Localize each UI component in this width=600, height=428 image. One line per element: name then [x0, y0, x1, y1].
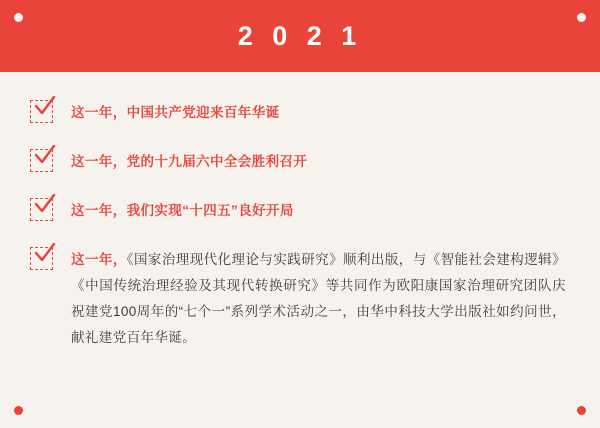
- list-item: [30, 198, 566, 224]
- checkbox-icon: [30, 100, 53, 123]
- list-item: [30, 149, 566, 175]
- check-icon: [34, 96, 56, 118]
- dot-icon-top-right: [577, 13, 586, 22]
- year-banner: [0, 0, 600, 72]
- list-item-lead: 这一年，: [71, 252, 127, 267]
- list-item-label: 这一年，党的十九届六中全会胜利召开: [71, 154, 308, 169]
- checkbox-icon: [30, 149, 53, 172]
- list-item: [30, 100, 566, 126]
- check-icon: [34, 194, 56, 216]
- list-item-label: 这一年，中国共产党迎来百年华诞: [71, 105, 280, 120]
- list-item: [30, 247, 566, 351]
- checkbox-icon: [30, 198, 53, 221]
- check-icon: [34, 243, 56, 265]
- content-area: [0, 72, 600, 428]
- page-title: 2 0 2 1: [237, 20, 363, 51]
- checkbox-icon: [30, 247, 53, 270]
- dot-icon-bottom-left: [14, 406, 23, 415]
- list-item-label: 这一年，我们实现“十四五”良好开局: [71, 203, 294, 218]
- dot-icon-top-left: [14, 13, 23, 22]
- check-icon: [34, 145, 56, 167]
- dot-icon-bottom-right: [577, 406, 586, 415]
- list-item-paragraph: [71, 247, 566, 351]
- list-item-body: 《国家治理现代化理论与实践研究》顺利出版，与《智能社会建构逻辑》《中国传统治理经验及其现代转换研究》等共同作为欧阳康国家治理研究团队庆祝建党100周年的“七个一”系列学术活动之一，由华中科技大学出版社如约问世，献礼建党百年华诞。: [71, 252, 566, 345]
